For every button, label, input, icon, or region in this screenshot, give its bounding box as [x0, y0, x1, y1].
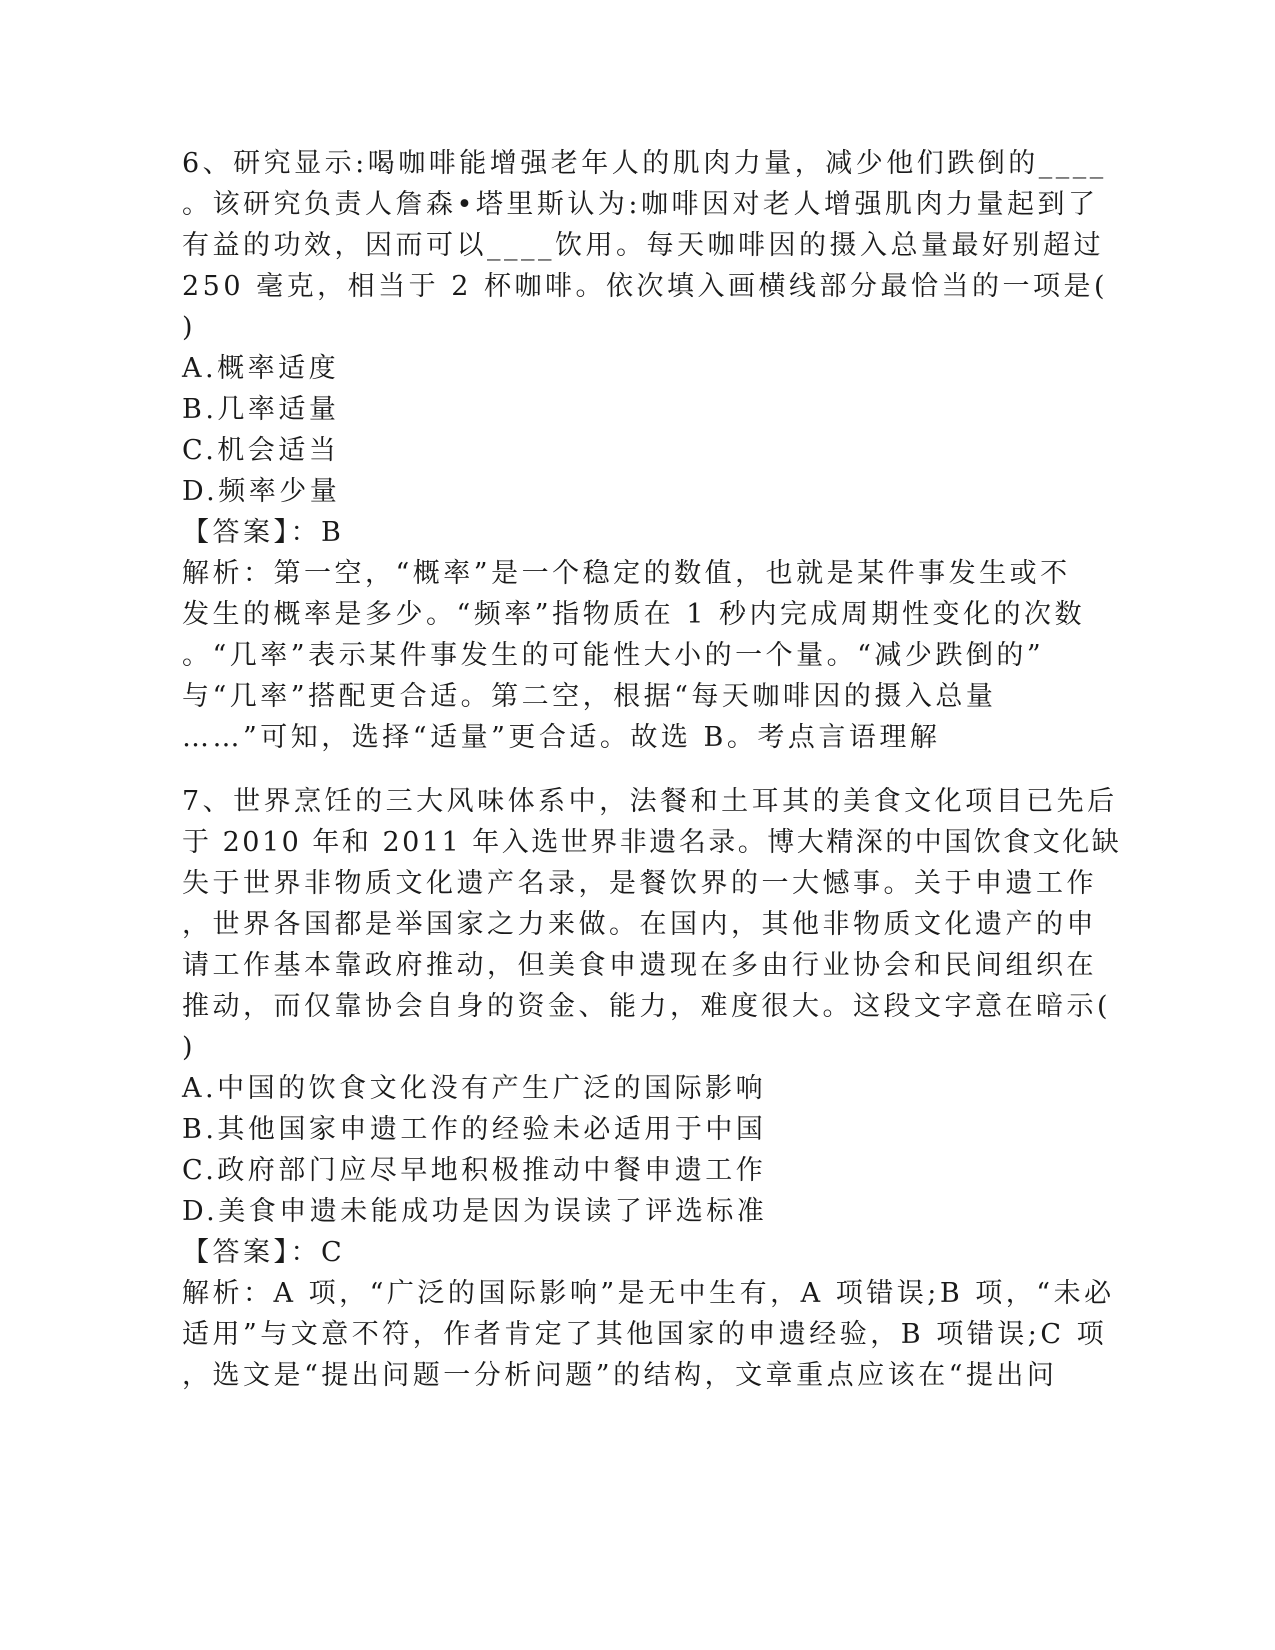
q7-stem-line: 推动，而仅靠协会自身的资金、能力，难度很大。这段文字意在暗示(	[182, 991, 1112, 1022]
q7-option-d: D.美食申遗未能成功是因为误读了评选标准	[182, 1196, 768, 1227]
q7-stem-line: 请工作基本靠政府推动，但美食申遗现在多由行业协会和民间组织在	[182, 950, 1097, 981]
q7-stem-line: 7、世界烹饪的三大风味体系中，法餐和土耳其的美食文化项目已先后	[182, 786, 1118, 817]
q6-option-b: B.几率适量	[182, 394, 340, 425]
q6-analysis-line: ……”可知，选择“适量”更合适。故选 B。考点言语理解	[182, 722, 941, 753]
q7-analysis-line: 解析：A 项，“广泛的国际影响”是无中生有，A 项错误;B 项，“未必	[182, 1278, 1115, 1309]
q7-stem-line: ，世界各国都是举国家之力来做。在国内，其他非物质文化遗产的申	[182, 909, 1097, 940]
q7-stem-line: 失于世界非物质文化遗产名录，是餐饮界的一大憾事。关于申遗工作	[182, 868, 1097, 899]
q6-option-a: A.概率适度	[182, 353, 340, 384]
q6-stem-line: 有益的功效，因而可以____饮用。每天咖啡因的摄入总量最好别超过	[182, 230, 1104, 261]
q6-stem-line: 250 毫克，相当于 2 杯咖啡。依次填入画横线部分最恰当的一项是(	[182, 271, 1108, 302]
q6-stem-line: 6、研究显示:喝咖啡能增强老年人的肌肉力量，减少他们跌倒的____	[182, 148, 1107, 179]
q7-option-a: A.中国的饮食文化没有产生广泛的国际影响	[182, 1073, 767, 1104]
q6-analysis-line: 与“几率”搭配更合适。第二空，根据“每天咖啡因的摄入总量	[182, 681, 997, 712]
q7-option-c: C.政府部门应尽早地积极推动中餐申遗工作	[182, 1155, 767, 1186]
q6-analysis-line: 发生的概率是多少。“频率”指物质在 1 秒内完成周期性变化的次数	[182, 599, 1085, 630]
q7-stem-line: 于 2010 年和 2011 年入选世界非遗名录。博大精深的中国饮食文化缺	[182, 827, 1122, 858]
q6-answer: 【答案】：B	[182, 517, 345, 548]
q6-option-c: C.机会适当	[182, 435, 340, 466]
q7-option-b: B.其他国家申遗工作的经验未必适用于中国	[182, 1114, 767, 1145]
q6-option-d: D.频率少量	[182, 476, 341, 507]
q7-analysis-line: ，选文是“提出问题一分析问题”的结构，文章重点应该在“提出问	[182, 1360, 1058, 1391]
q6-stem-line: 。该研究负责人詹森•塔里斯认为:咖啡因对老人增强肌肉力量起到了	[182, 189, 1099, 220]
q6-analysis-line: 解析：第一空，“概率”是一个稳定的数值，也就是某件事发生或不	[182, 558, 1071, 589]
q6-stem-line: )	[182, 312, 197, 343]
q6-analysis-line: 。“几率”表示某件事发生的可能性大小的一个量。“减少跌倒的”	[182, 640, 1045, 671]
q7-analysis-line: 适用”与文意不符，作者肯定了其他国家的申遗经验，B 项错误;C 项	[182, 1319, 1108, 1350]
q7-stem-line: )	[182, 1032, 197, 1063]
q7-answer: 【答案】：C	[182, 1237, 346, 1268]
